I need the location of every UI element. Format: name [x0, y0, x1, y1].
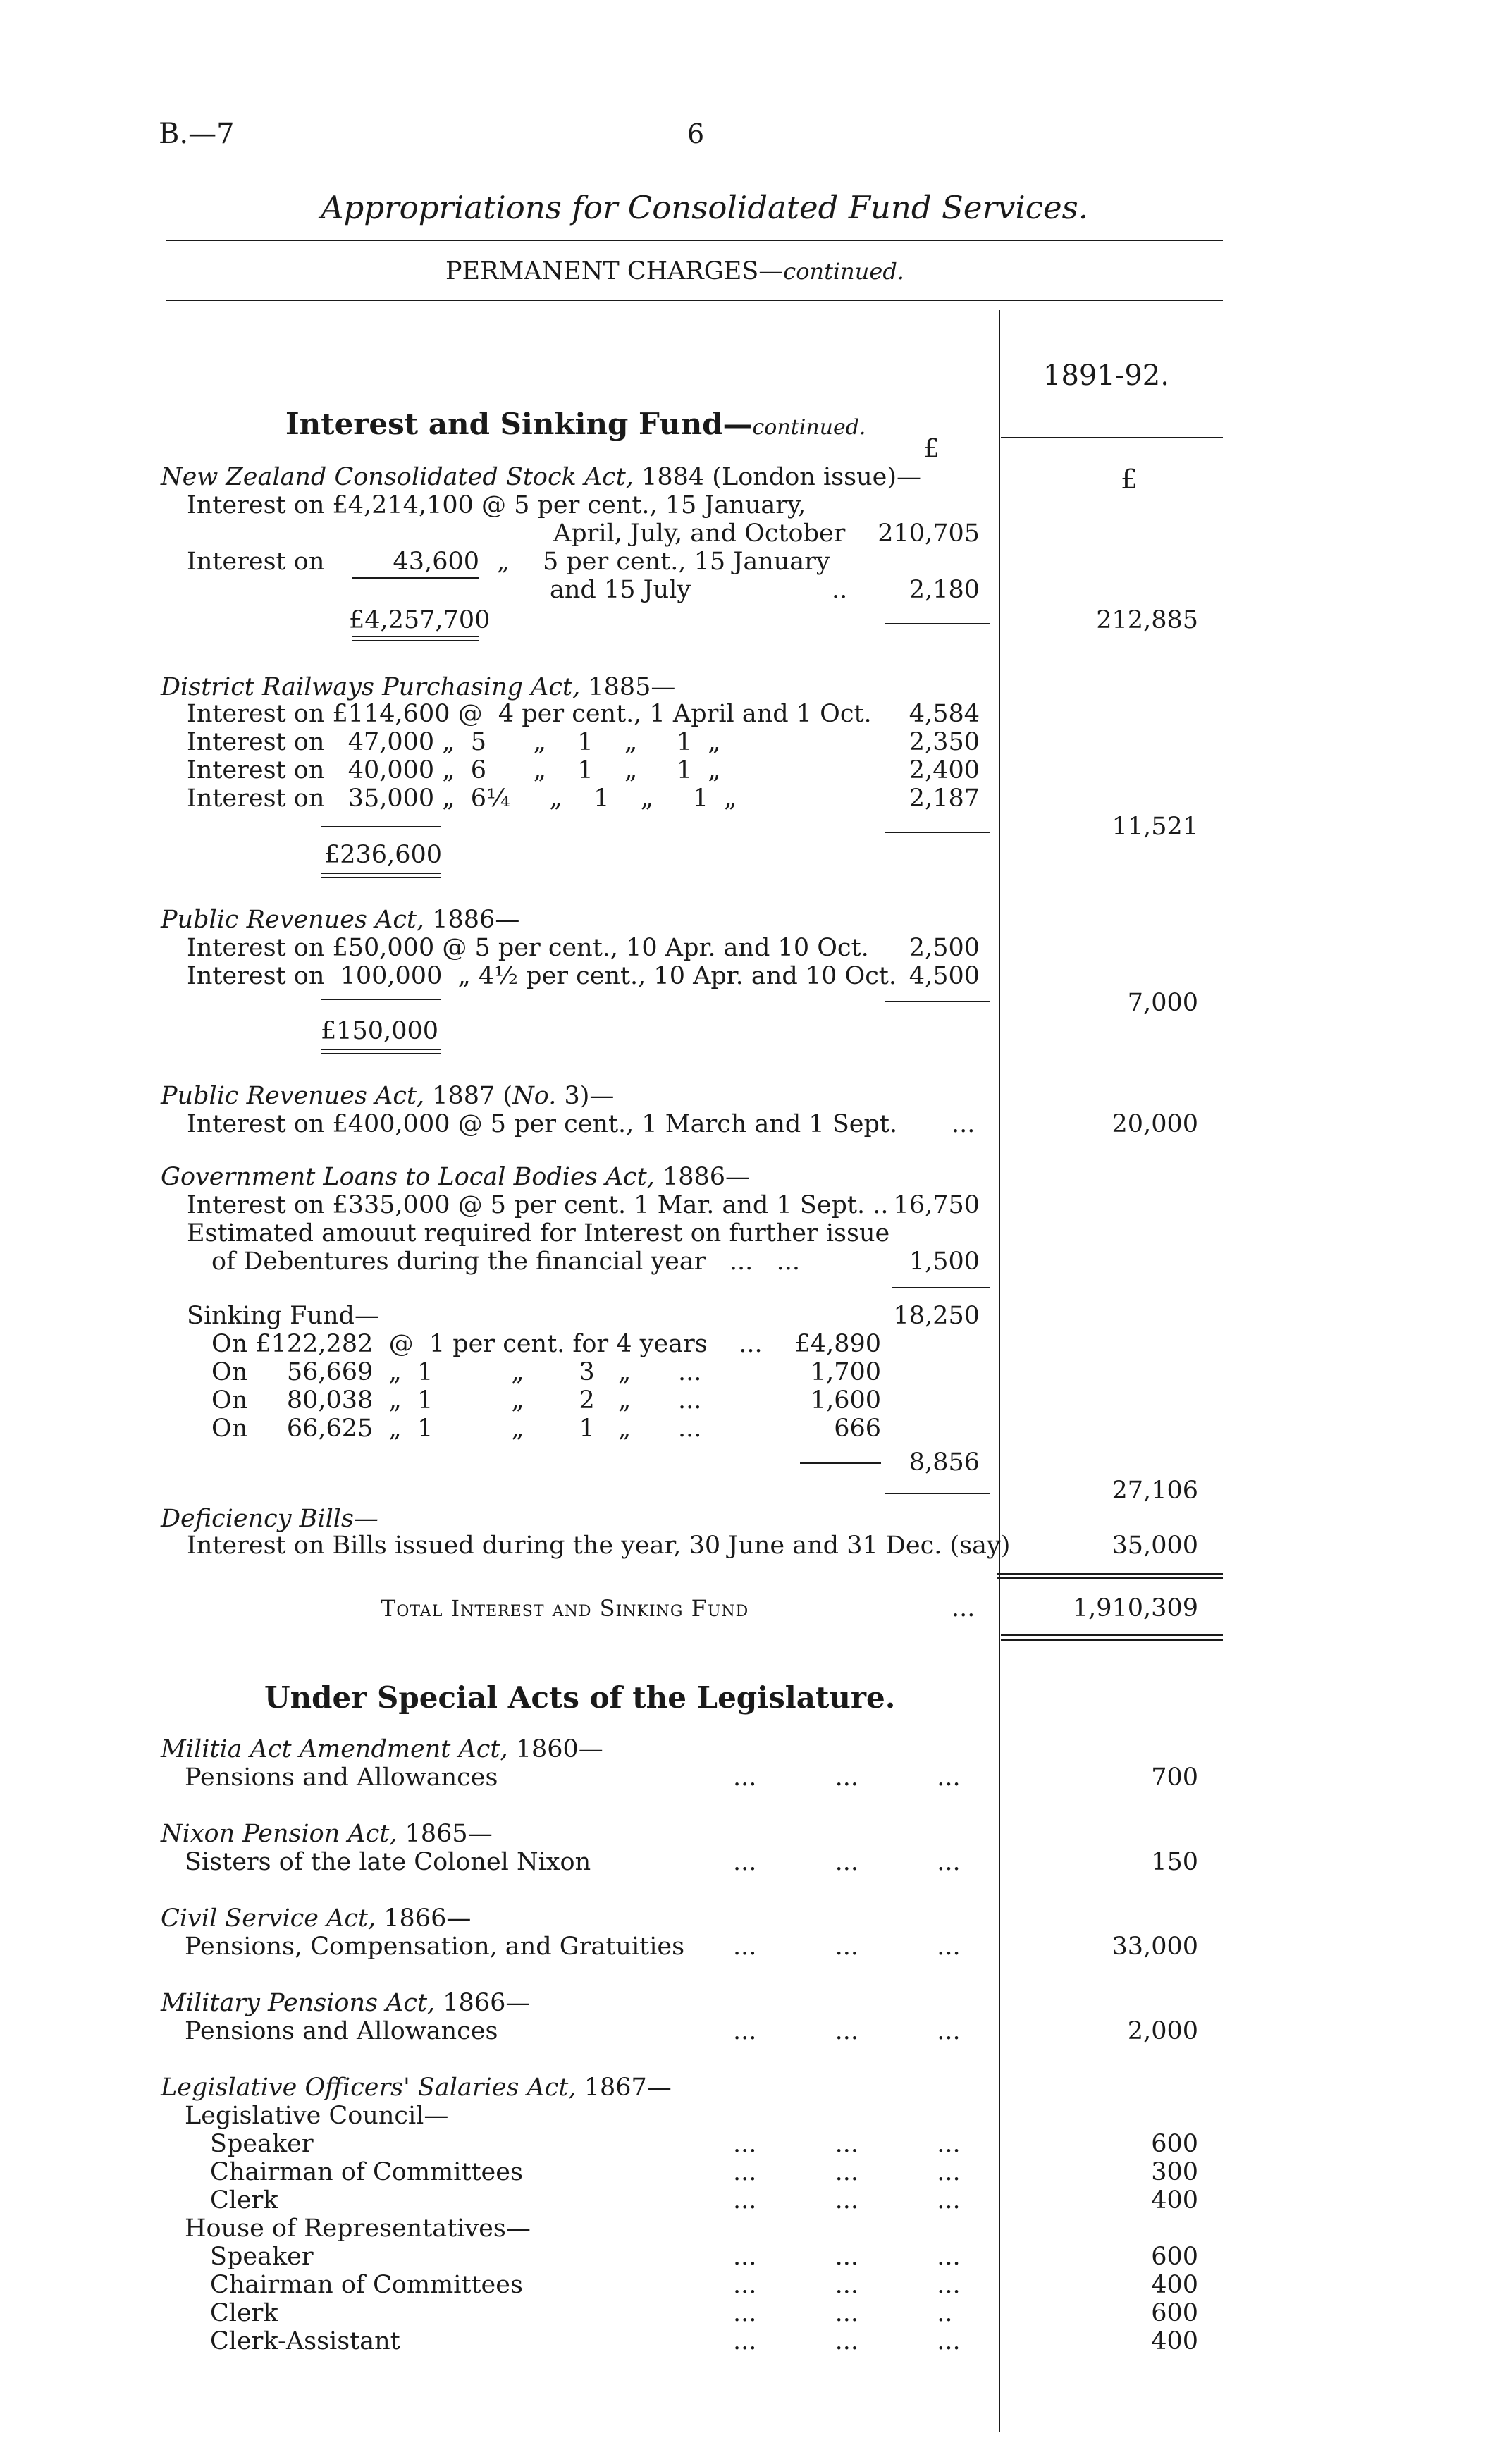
act-name: Militia Act Amendment Act, — [161, 1735, 508, 1763]
house-item-amount: 400 — [1151, 2327, 1198, 2355]
special-act-title — [161, 1989, 530, 2017]
pr86-row: Interest on £50,000 @ 5 per cent., 10 Apr. and 10 Oct. — [187, 934, 869, 962]
page-number: 6 — [687, 118, 705, 149]
lb-sinking-row: On 66,625 „ 1 „ 1 „ ... — [211, 1415, 702, 1443]
nz-double-rule-1 — [352, 636, 479, 637]
lb-sinking-amount: 1,600 — [810, 1386, 881, 1415]
grand-total-dots: ... — [952, 1594, 975, 1622]
pr87-line: Interest on £400,000 @ 5 per cent., 1 March and 1 Sept. — [187, 1110, 898, 1138]
lb-act-title — [161, 1163, 750, 1191]
council-item: Clerk — [210, 2186, 278, 2214]
house-item: Clerk — [210, 2299, 278, 2327]
dr-row-amount: 2,187 — [909, 784, 980, 813]
act-rest: 1860— — [507, 1735, 603, 1763]
grand-total-rule-bottom-1 — [1001, 1634, 1223, 1636]
deficiency-line: Interest on Bills issued during the year, 30 June and 31 Dec. (say) — [187, 1532, 1011, 1560]
act-name: Public Revenues Act, — [161, 906, 425, 934]
house-item-dots: ... ... ... — [733, 2327, 961, 2355]
act-rest: 1867— — [576, 2074, 672, 2102]
grand-total-rule-bottom-2 — [1001, 1639, 1223, 1641]
special-act-title — [161, 1820, 493, 1848]
subtitle-cont: continued. — [783, 258, 904, 285]
nz-line4-amount: 2,180 — [909, 576, 980, 604]
pr86-double-rule-2 — [321, 1053, 441, 1054]
special-act-line: Pensions and Allowances — [185, 2017, 498, 2045]
lb-line2: Estimated amouut required for Interest on further issue — [187, 1219, 890, 1248]
grand-total-rule-top-left — [997, 1573, 1223, 1575]
dr-double-rule-2 — [321, 877, 441, 878]
pr86-row: Interest on 100,000 „ 4½ per cent., 10 Apr. and 10 Oct. — [187, 962, 897, 990]
act-name: Public Revenues Act, — [161, 1082, 425, 1110]
dr-total: 11,521 — [1112, 813, 1198, 841]
lb-line3-amount: 1,500 — [909, 1248, 980, 1276]
lb-subtotal: 18,250 — [893, 1302, 980, 1330]
subtitle-rule — [166, 300, 1223, 301]
council-label: Legislative Council— — [185, 2102, 449, 2130]
special-act-line: Sisters of the late Colonel Nixon — [185, 1848, 591, 1876]
lb-sinking-label: Sinking Fund— — [187, 1302, 379, 1330]
act-no: No. — [512, 1082, 557, 1110]
house-item-dots: ... ... .. — [733, 2299, 953, 2327]
lb-line1-amount: 16,750 — [893, 1191, 980, 1219]
interest-heading — [285, 407, 866, 445]
house-item-dots: ... ... ... — [733, 2271, 961, 2299]
house-item-amount: 600 — [1151, 2243, 1198, 2271]
nz-line3-left: Interest on — [187, 548, 325, 576]
nz-line1: Interest on £4,214,100 @ 5 per cent., 15 January, — [187, 491, 806, 519]
lb-sinking-amount: 666 — [834, 1415, 881, 1443]
dr-row-amount: 4,584 — [909, 700, 980, 728]
act-name: Nixon Pension Act, — [161, 1820, 398, 1848]
lb-line3: of Debentures during the financial year ... ... — [211, 1248, 800, 1276]
nz-act-title — [161, 463, 921, 491]
act-rest: 1884 (London issue)— — [633, 463, 921, 491]
special-act-dots: ... ... ... — [733, 1763, 961, 1792]
council-item-amount: 600 — [1151, 2130, 1198, 2158]
act-rest: 1886— — [424, 906, 520, 934]
dr-row: Interest on 47,000 „ 5 „ 1 „ 1 „ — [187, 728, 721, 756]
dr-total-principal: £236,600 — [324, 841, 443, 869]
inner-currency: £ — [923, 435, 940, 464]
grand-total-label: Total Interest and Sinking Fund — [381, 1595, 749, 1622]
pr86-sum-rule — [885, 1001, 990, 1002]
nz-line3-rate: 5 per cent., 15 January — [543, 548, 830, 576]
special-act-line: Pensions, Compensation, and Gratuities — [185, 1933, 685, 1961]
nz-total-principal: £4,257,700 — [349, 606, 491, 634]
house-item: Chairman of Committees — [210, 2271, 523, 2299]
special-act-amount: 33,000 — [1112, 1933, 1198, 1961]
legislative-act-title — [161, 2074, 672, 2102]
pr86-row-amount: 2,500 — [909, 934, 980, 962]
lb-total: 27,106 — [1112, 1477, 1198, 1505]
house-item-amount: 600 — [1151, 2299, 1198, 2327]
house-item-amount: 400 — [1151, 2271, 1198, 2299]
special-act-title — [161, 1904, 471, 1933]
pr87-total: 20,000 — [1112, 1110, 1198, 1138]
council-item-dots: ... ... ... — [733, 2130, 961, 2158]
house-item: Clerk-Assistant — [210, 2327, 400, 2355]
act-name: Government Loans to Local Bodies Act, — [161, 1163, 655, 1191]
lb-sinking-row: On 80,038 „ 1 „ 2 „ ... — [211, 1386, 702, 1415]
nz-line4: and 15 July — [550, 576, 691, 604]
pr86-double-rule-1 — [321, 1049, 441, 1050]
special-act-amount: 150 — [1151, 1848, 1198, 1876]
dr-act-title — [161, 673, 675, 701]
act-name: Civil Service Act, — [161, 1904, 376, 1933]
lb-sinking-row: On 56,669 „ 1 „ 3 „ ... — [211, 1358, 702, 1386]
house-label: House of Representatives— — [185, 2214, 531, 2243]
dr-row: Interest on £114,600 @ 4 per cent., 1 April and 1 Oct. — [187, 700, 872, 728]
nz-line4-dots: .. — [832, 576, 848, 604]
pr86-act-title — [161, 906, 519, 934]
council-item-amount: 400 — [1151, 2186, 1198, 2214]
dr-row-amount: 2,350 — [909, 728, 980, 756]
pr86-total-principal: £150,000 — [321, 1017, 439, 1045]
pr86-row-amount: 4,500 — [909, 962, 980, 990]
page-title: Appropriations for Consolidated Fund Services. — [321, 189, 1089, 226]
lb-sinking-row: On £122,282 @ 1 per cent. for 4 years ... — [211, 1330, 763, 1358]
dr-row: Interest on 40,000 „ 6 „ 1 „ 1 „ — [187, 756, 721, 784]
lb-sinking-total: 8,856 — [909, 1448, 980, 1477]
dr-row: Interest on 35,000 „ 6¼ „ 1 „ 1 „ — [187, 784, 737, 813]
act-rest: 1866— — [376, 1904, 472, 1933]
lb-subtotal-rule — [892, 1287, 990, 1288]
dr-row-amount: 2,400 — [909, 756, 980, 784]
special-act-amount: 2,000 — [1127, 2017, 1198, 2045]
special-act-amount: 700 — [1151, 1763, 1198, 1792]
year-currency: £ — [1121, 464, 1138, 495]
act-name: Legislative Officers' Salaries Act, — [161, 2074, 577, 2102]
nz-line2-amount: 210,705 — [878, 519, 980, 548]
year-rule — [1001, 437, 1223, 438]
lb-sinking-amount: £4,890 — [794, 1330, 881, 1358]
council-item-dots: ... ... ... — [733, 2158, 961, 2186]
lb-sum-rule — [885, 1493, 990, 1494]
council-item: Speaker — [210, 2130, 314, 2158]
nz-double-rule-2 — [352, 640, 479, 641]
nz-line3-ditto: „ — [497, 548, 510, 576]
act-rest: 1865— — [397, 1820, 493, 1848]
pr87-dots: ... — [952, 1110, 975, 1138]
section-subtitle — [445, 257, 904, 285]
special-act-line: Pensions and Allowances — [185, 1763, 498, 1792]
act-name: District Railways Purchasing Act, — [161, 673, 581, 701]
year-header: 1891-92. — [1043, 359, 1169, 392]
act-rest: 1885— — [580, 673, 676, 701]
grand-total-rule-top-left-2 — [997, 1577, 1223, 1579]
dr-underline — [321, 826, 441, 827]
special-act-dots: ... ... ... — [733, 1848, 961, 1876]
lb-sinking-amount: 1,700 — [810, 1358, 881, 1386]
act-rest: 1886— — [654, 1163, 751, 1191]
act-name: New Zealand Consolidated Stock Act, — [161, 463, 634, 491]
house-item: Speaker — [210, 2243, 314, 2271]
deficiency-total: 35,000 — [1112, 1532, 1198, 1560]
special-heading: Under Special Acts of the Legislature. — [264, 1680, 896, 1715]
nz-underline — [352, 577, 479, 579]
subtitle-main: PERMANENT CHARGES— — [445, 257, 784, 285]
dr-double-rule-1 — [321, 873, 441, 874]
nz-line3-principal: 43,600 — [393, 548, 479, 576]
act-end: 3)— — [556, 1082, 615, 1110]
pr87-act-title — [161, 1082, 614, 1110]
dr-sum-rule — [885, 832, 990, 833]
special-act-dots: ... ... ... — [733, 1933, 961, 1961]
deficiency-title: Deficiency Bills— — [161, 1505, 378, 1533]
interest-heading-main: Interest and Sinking Fund— — [285, 407, 753, 441]
nz-line2: April, July, and October — [553, 519, 846, 548]
act-name: Military Pensions Act, — [161, 1989, 436, 2017]
interest-heading-cont: continued. — [752, 415, 866, 440]
special-act-dots: ... ... ... — [733, 2017, 961, 2045]
page-code: B.—7 — [159, 118, 235, 150]
pr86-total: 7,000 — [1127, 989, 1198, 1017]
act-rest: 1887 ( — [424, 1082, 513, 1110]
nz-sum-rule — [885, 623, 990, 624]
council-item-dots: ... ... ... — [733, 2186, 961, 2214]
lb-line1: Interest on £335,000 @ 5 per cent. 1 Mar. and 1 Sept. .. — [187, 1191, 889, 1219]
grand-total: 1,910,309 — [1072, 1594, 1198, 1622]
house-item-dots: ... ... ... — [733, 2243, 961, 2271]
column-divider — [999, 310, 1000, 2432]
council-item-amount: 300 — [1151, 2158, 1198, 2186]
special-act-title — [161, 1735, 603, 1763]
nz-total: 212,885 — [1096, 606, 1198, 634]
council-item: Chairman of Committees — [210, 2158, 523, 2186]
pr86-underline — [321, 999, 441, 1000]
title-rule — [166, 240, 1223, 241]
act-rest: 1866— — [435, 1989, 531, 2017]
